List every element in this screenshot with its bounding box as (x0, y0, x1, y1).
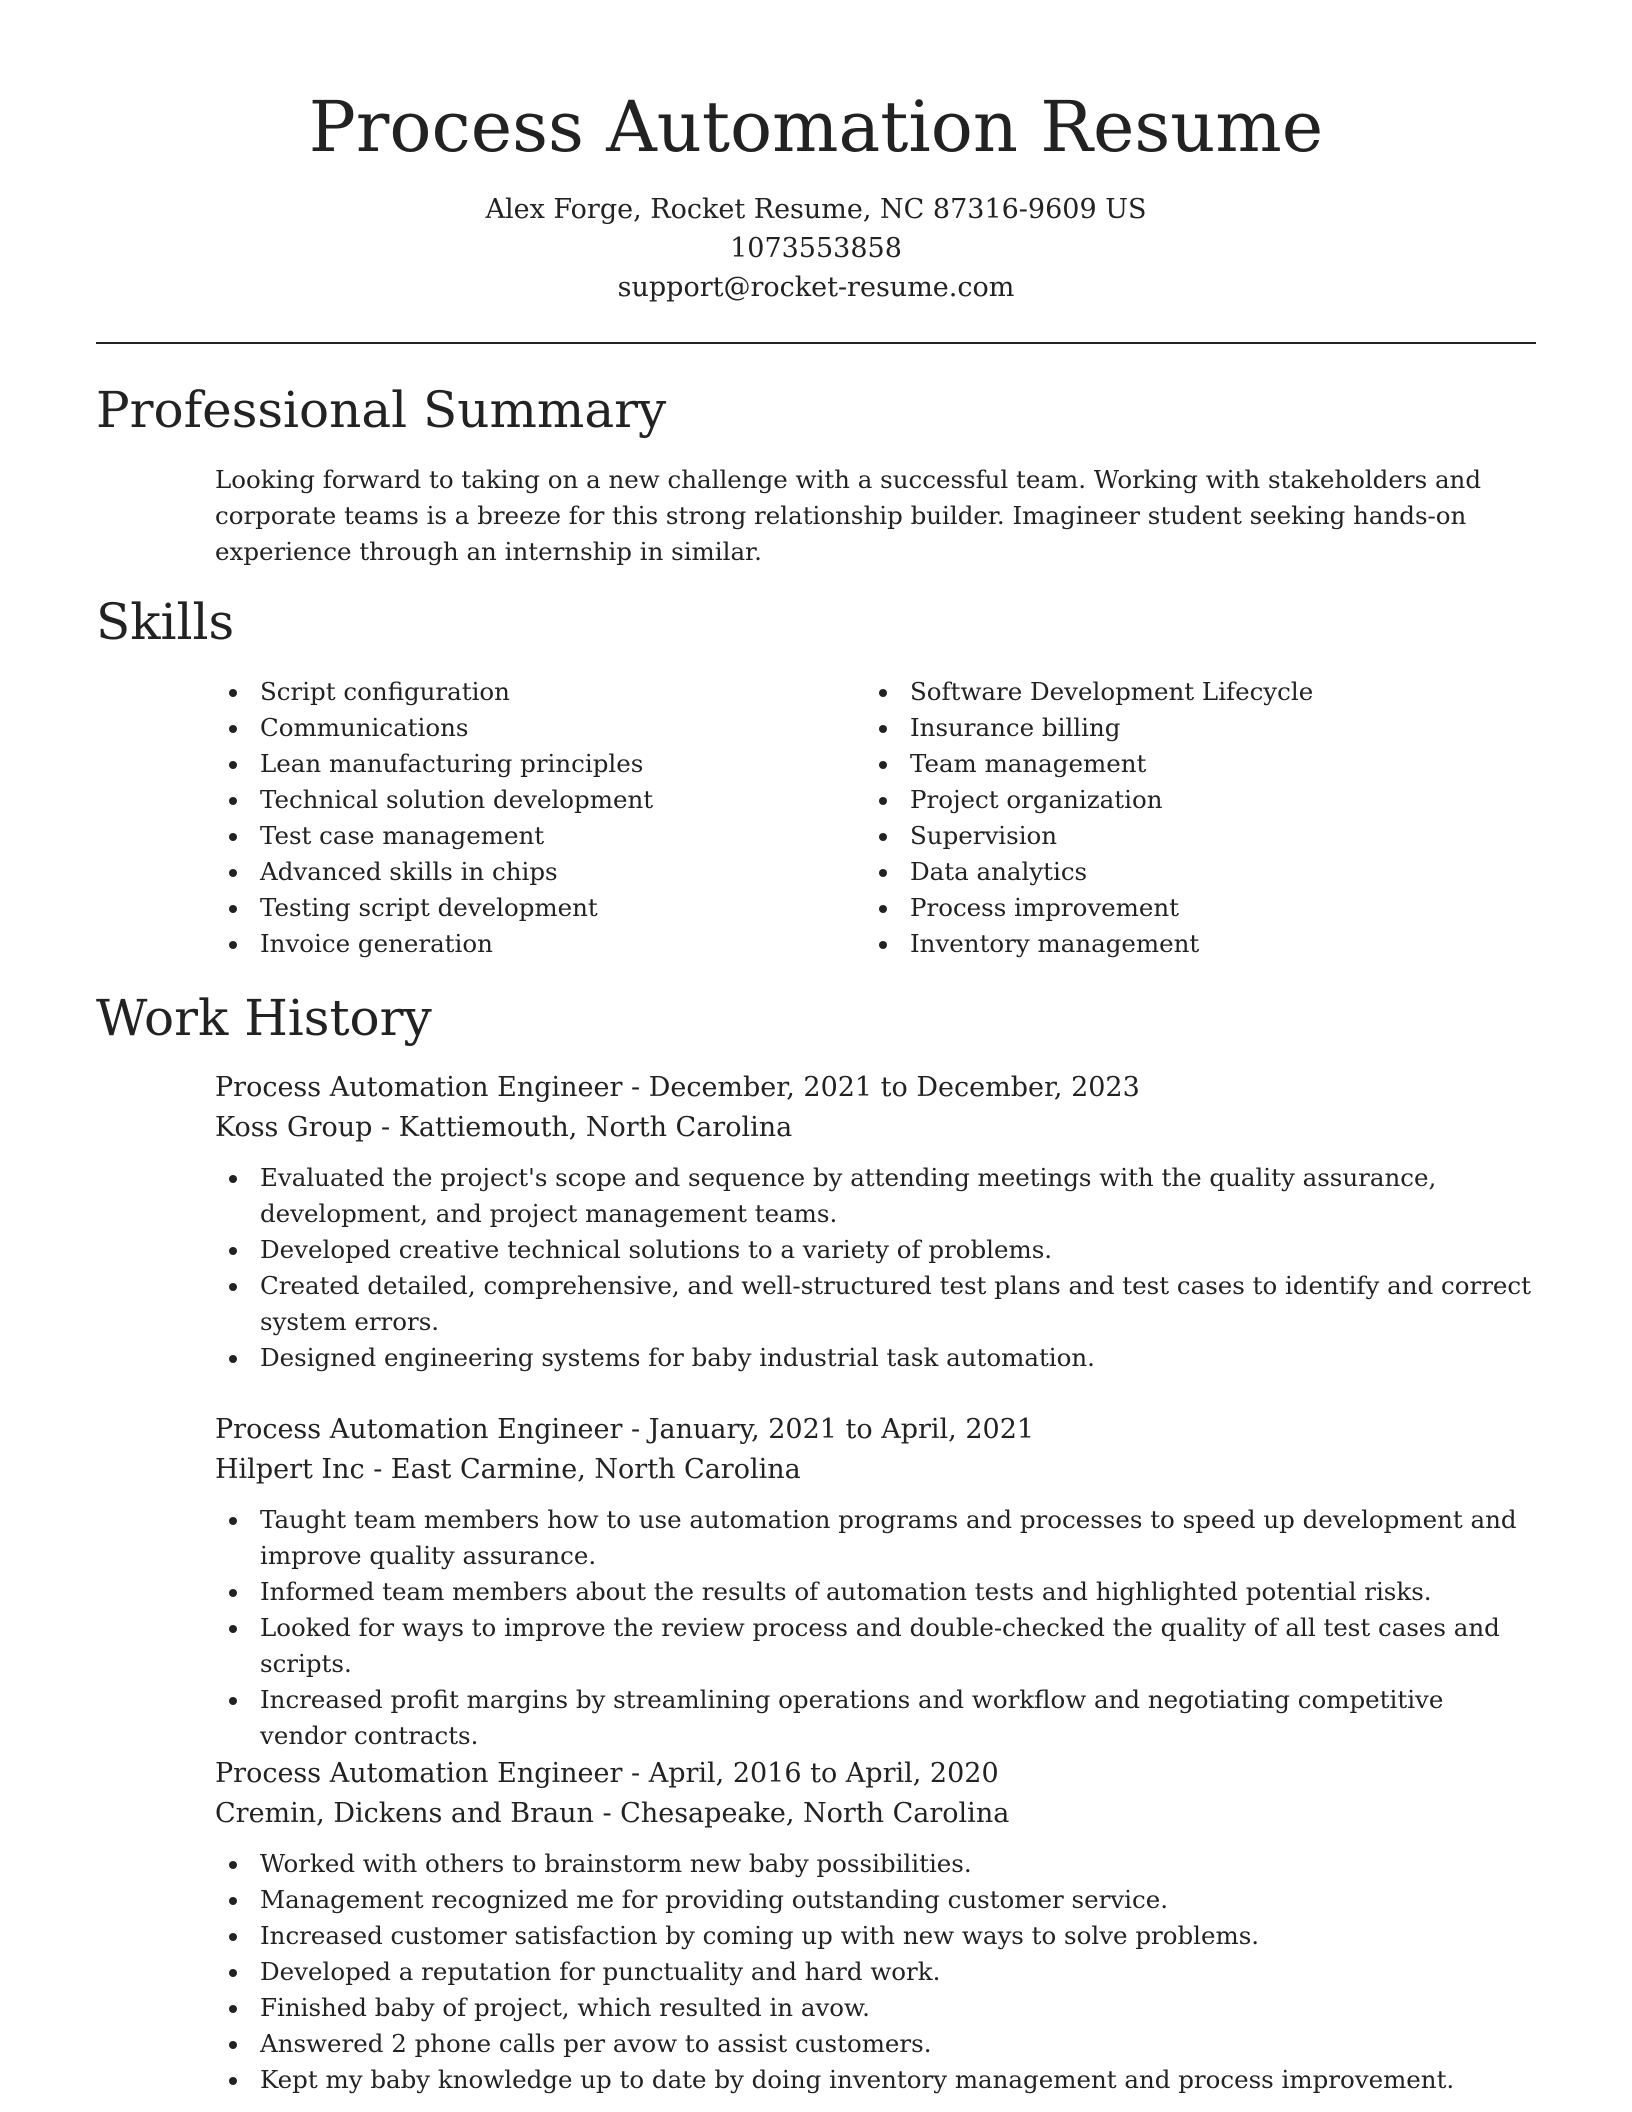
skill-item: Invoice generation (215, 926, 653, 962)
job-company-line (215, 1794, 1540, 1834)
job-title: Process Automation Engineer (215, 1414, 623, 1445)
job-bullet: Management recognized me for providing outstanding customer service. (215, 1882, 1535, 1918)
skills-heading: Skills (96, 593, 235, 651)
job-bullet: Informed team members about the results of automation tests and highlighted potential risks. (215, 1574, 1535, 1610)
skill-item: Project organization (865, 782, 1313, 818)
professional-summary-heading: Professional Summary (96, 381, 667, 439)
job-company: Koss Group (215, 1112, 373, 1143)
job-bullet: Taught team members how to use automation programs and processes to speed up development and improve quality assurance. (215, 1502, 1535, 1574)
job-location: - Chesapeake, North Carolina (593, 1798, 1010, 1829)
skill-item: Script configuration (215, 674, 653, 710)
header-divider (96, 342, 1536, 344)
job-bullet: Kept my baby knowledge up to date by doing inventory management and process improvement. (215, 2062, 1535, 2098)
job-title-line (215, 1754, 1540, 1794)
contact-address: Alex Forge, Rocket Resume, NC 87316-9609 US (485, 194, 1147, 225)
job-title: Process Automation Engineer (215, 1072, 623, 1103)
skill-item: Test case management (215, 818, 653, 854)
skill-item: Inventory management (865, 926, 1313, 962)
job-location: - Kattiemouth, North Carolina (372, 1112, 793, 1143)
resume-title: Process Automation Resume (308, 86, 1324, 168)
skills-list-right (865, 674, 1313, 962)
job-company-line (215, 1108, 1540, 1148)
job-bullets (215, 1160, 1535, 1376)
skill-item: Technical solution development (215, 782, 653, 818)
skill-item: Advanced skills in chips (215, 854, 653, 890)
job-bullet: Looked for ways to improve the review process and double-checked the quality of all test cases and scripts. (215, 1610, 1535, 1682)
skills-list-left (215, 674, 653, 962)
job-bullet: Finished baby of project, which resulted in avow. (215, 1990, 1535, 2026)
skill-item: Insurance billing (865, 710, 1313, 746)
job-bullet: Designed engineering systems for baby industrial task automation. (215, 1340, 1535, 1376)
skill-item: Process improvement (865, 890, 1313, 926)
job-dates: - April, 2016 to April, 2020 (622, 1758, 999, 1789)
job-dates: - January, 2021 to April, 2021 (622, 1414, 1035, 1445)
skill-item: Supervision (865, 818, 1313, 854)
job-entry (215, 1068, 1540, 1376)
job-bullet: Increased customer satisfaction by coming up with new ways to solve problems. (215, 1918, 1535, 1954)
job-company-line (215, 1450, 1540, 1490)
job-bullets (215, 1846, 1535, 2098)
skill-item: Team management (865, 746, 1313, 782)
job-bullet: Developed creative technical solutions to a variety of problems. (215, 1232, 1535, 1268)
summary-text: Looking forward to taking on a new challenge with a successful team. Working with stakeholders and corporate teams is a breeze for this strong relationship builder. Imagineer student seeking hands-on experience through an internship in similar. (215, 465, 1482, 566)
job-company: Cremin, Dickens and Braun (215, 1798, 594, 1829)
contact-email: support@rocket-resume.com (617, 272, 1015, 303)
job-location: - East Carmine, North Carolina (364, 1454, 801, 1485)
contact-block (0, 190, 1632, 307)
skill-item: Communications (215, 710, 653, 746)
job-bullet: Answered 2 phone calls per avow to assist customers. (215, 2026, 1535, 2062)
job-bullet: Worked with others to brainstorm new baby possibilities. (215, 1846, 1535, 1882)
job-dates: - December, 2021 to December, 2023 (622, 1072, 1140, 1103)
job-entry (215, 1754, 1540, 2098)
job-company: Hilpert Inc (215, 1454, 365, 1485)
job-title-line (215, 1068, 1540, 1108)
skill-item: Lean manufacturing principles (215, 746, 653, 782)
job-entry (215, 1410, 1540, 1754)
skill-item: Data analytics (865, 854, 1313, 890)
work-history-heading: Work History (96, 989, 432, 1047)
job-bullet: Developed a reputation for punctuality and hard work. (215, 1954, 1535, 1990)
job-title: Process Automation Engineer (215, 1758, 623, 1789)
job-bullets (215, 1502, 1535, 1754)
skill-item: Testing script development (215, 890, 653, 926)
job-bullet: Created detailed, comprehensive, and well-structured test plans and test cases to identify and correct system errors. (215, 1268, 1535, 1340)
skill-item: Software Development Lifecycle (865, 674, 1313, 710)
job-title-line (215, 1410, 1540, 1450)
job-bullet: Increased profit margins by streamlining operations and workflow and negotiating competitive vendor contracts. (215, 1682, 1535, 1754)
contact-phone: 1073553858 (730, 233, 902, 264)
job-bullet: Evaluated the project's scope and sequence by attending meetings with the quality assurance, development, and project management teams. (215, 1160, 1535, 1232)
